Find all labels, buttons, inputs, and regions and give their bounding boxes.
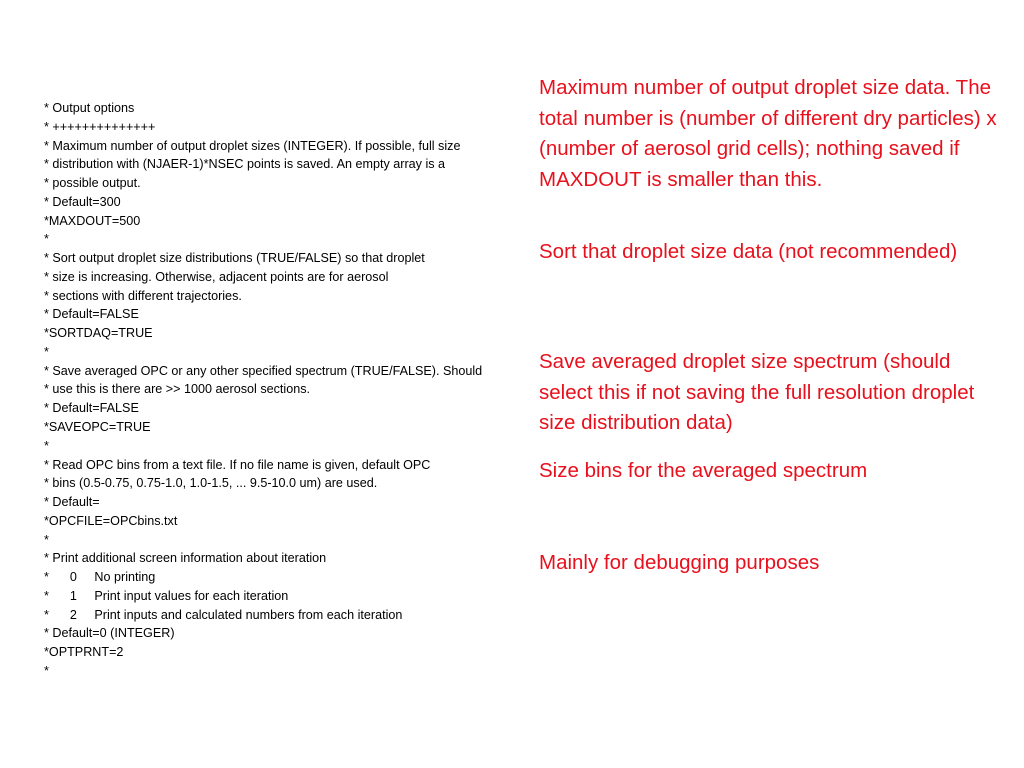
code-line-optprnt-default: * Default=0 (INTEGER) (44, 626, 175, 641)
code-line-end-comment: * (44, 663, 49, 678)
code-line-saveopc-desc-2: * use this is there are >> 1000 aerosol sections. (44, 382, 311, 397)
code-line-output-options-header: * Output options (44, 101, 135, 115)
code-line-optprnt-option-0: * 0 No printing (44, 570, 156, 585)
code-line-sortdaq-desc-2: * size is increasing. Otherwise, adjacent points are for aerosol (44, 269, 389, 284)
code-line-opcfile-setting: *OPCFILE=OPCbins.txt (44, 513, 178, 528)
code-line-maxdout-setting: *MAXDOUT=500 (44, 213, 141, 228)
annotation-sortdaq: Sort that droplet size data (not recommended) (539, 240, 958, 263)
code-line-blank-comment: * (44, 438, 49, 453)
code-line-sortdaq-desc-1: * Sort output droplet size distributions (TRUE/FALSE) so that droplet (44, 251, 425, 266)
annotation-saveopc: Save averaged droplet size spectrum (should select this if not saving the full resolution droplet size distribution data) (539, 350, 975, 435)
code-line-opcfile-desc-2: * bins (0.5-0.75, 0.75-1.0, 1.0-1.5, ... 9.5-10.0 um) are used. (44, 476, 378, 491)
code-line-optprnt-option-1: * 1 Print input values for each iteration (44, 588, 289, 603)
code-line-opcfile-desc-1: * Read OPC bins from a text file. If no file name is given, default OPC (44, 457, 431, 472)
code-line-maxdout-default: * Default=300 (44, 194, 121, 209)
annotation-optprnt: Mainly for debugging purposes (539, 551, 820, 574)
annotation-opcfile: Size bins for the averaged spectrum (539, 459, 868, 482)
code-line-separator: * ++++++++++++++ (44, 119, 156, 134)
code-line-maxdout-desc-1: * Maximum number of output droplet sizes (INTEGER). If possible, full size (44, 138, 461, 153)
code-line-blank-comment: * (44, 232, 49, 247)
code-line-saveopc-desc-1: * Save averaged OPC or any other specified spectrum (TRUE/FALSE). Should (44, 363, 483, 378)
code-line-maxdout-desc-2: * distribution with (NJAER-1)*NSEC points is saved. An empty array is a (44, 157, 446, 172)
code-line-opcfile-default: * Default= (44, 495, 100, 510)
code-line-sortdaq-desc-3: * sections with different trajectories. (44, 288, 242, 303)
code-line-saveopc-setting: *SAVEOPC=TRUE (44, 420, 151, 435)
code-line-sortdaq-setting: *SORTDAQ=TRUE (44, 326, 153, 341)
code-line-optprnt-option-2: * 2 Print inputs and calculated numbers from each iteration (44, 607, 403, 622)
code-line-sortdaq-default: * Default=FALSE (44, 307, 139, 322)
code-line-saveopc-default: * Default=FALSE (44, 401, 139, 416)
code-line-blank-comment: * (44, 532, 49, 547)
annotation-maxdout: Maximum number of output droplet size data. The total number is (number of different dry particles) x (number of aerosol grid cells); nothing saved if MAXDOUT is smaller than this. (539, 76, 997, 192)
code-line-optprnt-desc: * Print additional screen information about iteration (44, 551, 327, 566)
code-line-maxdout-desc-3: * possible output. (44, 176, 141, 191)
code-line-blank-comment: * (44, 344, 49, 359)
config-code-block (44, 99, 534, 681)
code-line-optprnt-setting: *OPTPRNT=2 (44, 645, 124, 660)
